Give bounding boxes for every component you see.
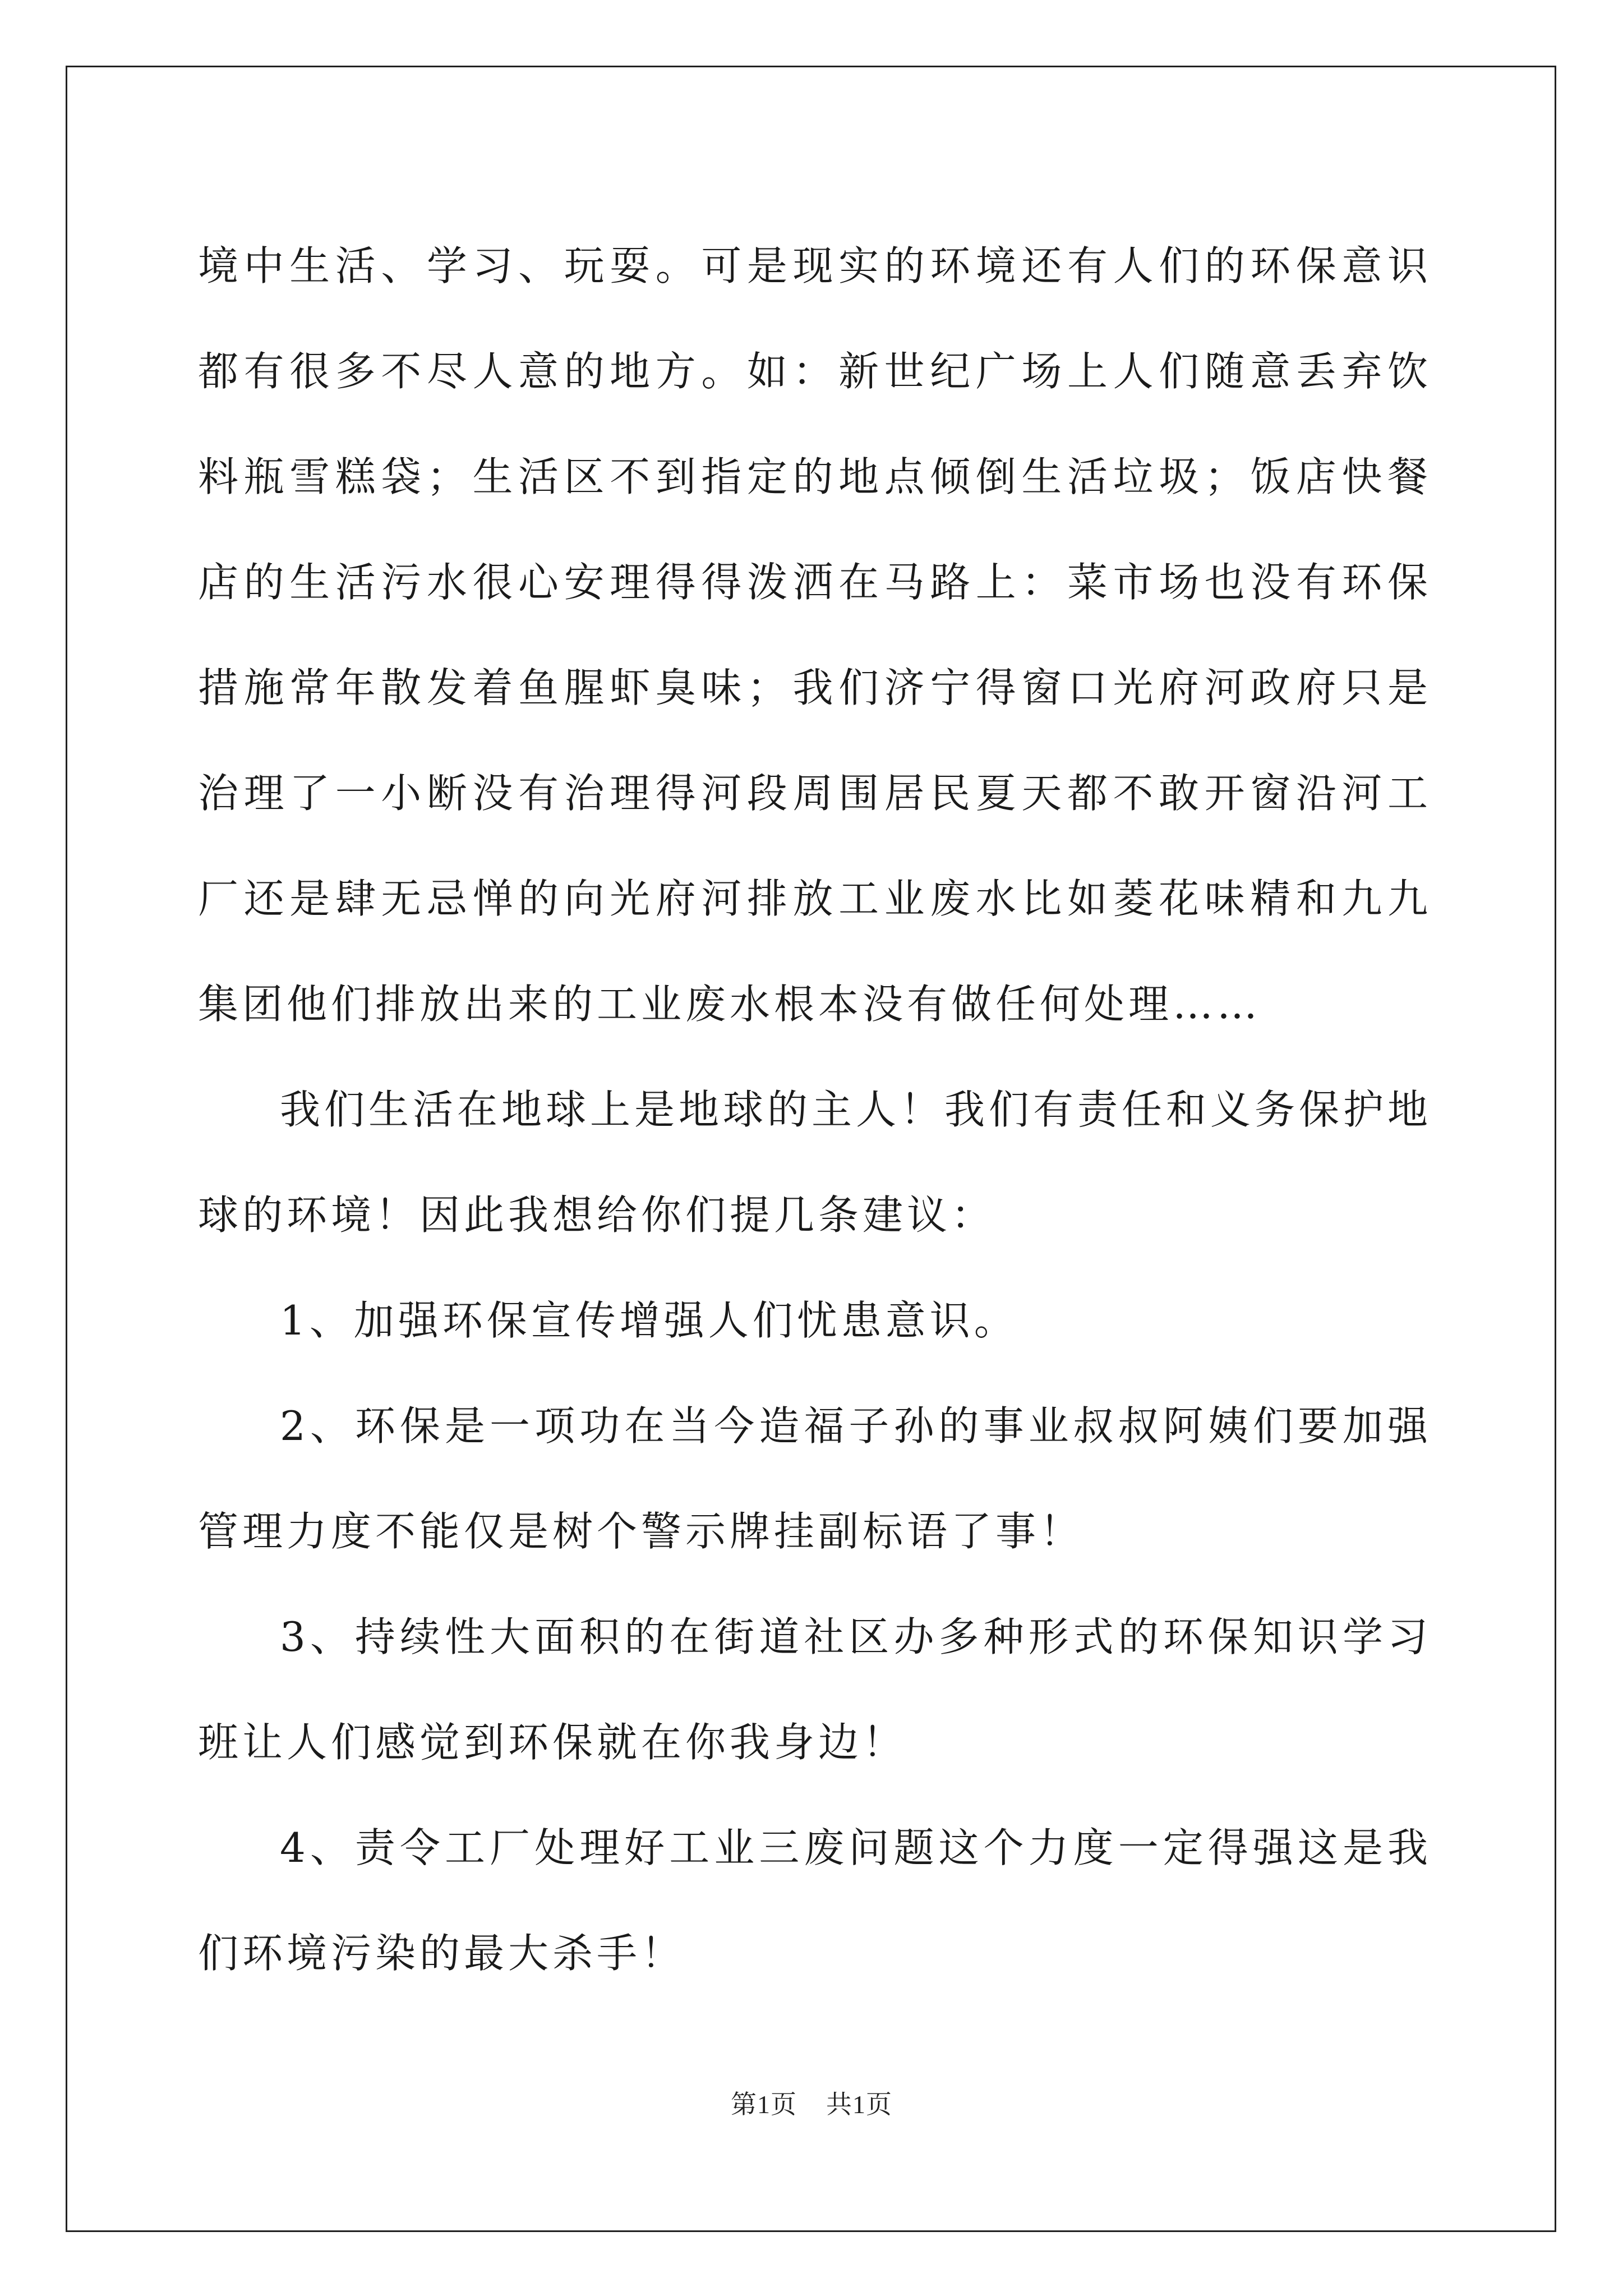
suggestion-item-2: 2、环保是一项功在当今造福子孙的事业叔叔阿姨们要加强管理力度不能仅是树个警示牌挂副标语了事！: [198, 1402, 1432, 1555]
paragraph-continuation: 境中生活、学习、玩耍。可是现实的环境还有人们的环保意识都有很多不尽人意的地方。如：新世纪广场上人们随意丢弃饮料瓶雪糕袋；生活区不到指定的地点倾倒生活垃圾；饭店快餐店的生活污水很心安理得得泼洒在马路上：菜市场也没有环保措施常年散发着鱼腥虾臭味；我们济宁得窗口光府河政府只是治理了一小断没有治理得河段周围居民夏天都不敢开窗沿河工厂还是肆无忌惮的向光府河排放工业废水比如菱花味精和九九集团他们排放出来的工业废水根本没有做任何处理……: [198, 242, 1432, 1028]
page-number-current: 第1页: [731, 2090, 797, 2119]
suggestion-item-1: 1、加强环保宣传增强人们忧患意识。: [280, 1297, 1018, 1344]
page-footer: [0, 2084, 1623, 2121]
suggestion-item-3: 3、持续性大面积的在街道社区办多种形式的环保知识学习班让人们感觉到环保就在你我身边！: [198, 1613, 1432, 1766]
document-body: [198, 213, 1432, 2006]
paragraph-intro-suggestions: 我们生活在地球上是地球的主人！我们有责任和义务保护地球的环境！因此我想给你们提几条建议：: [198, 1086, 1432, 1239]
page-number-total: 共1页: [826, 2090, 892, 2119]
suggestion-item-4: 4、责令工厂处理好工业三废问题这个力度一定得强这是我们环境污染的最大杀手！: [198, 1824, 1432, 1977]
